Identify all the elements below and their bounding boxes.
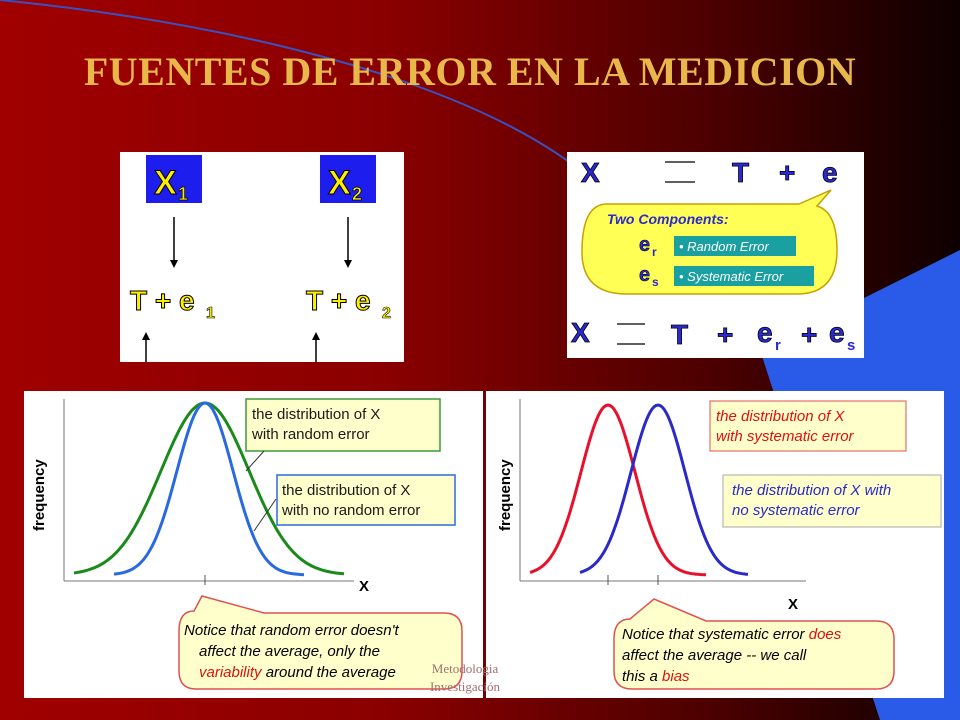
arrow-down-1-head — [170, 260, 178, 268]
x1-var: X — [154, 164, 177, 202]
label-random-error-line2: with random error — [252, 426, 370, 443]
eq2-es-sub: s — [847, 337, 856, 354]
x-axis-label: X — [359, 578, 370, 595]
eq2-plus2: + — [801, 319, 818, 350]
x-axis-label: X — [788, 596, 799, 613]
slide-footer — [385, 660, 545, 696]
footer-line1: Metodologia — [431, 661, 499, 676]
label-systematic-error-line2: with systematic error — [716, 428, 854, 445]
es-letter: e — [639, 264, 651, 286]
eq1-plus: + — [779, 157, 796, 188]
note-systematic-line3-text: this a — [622, 668, 663, 685]
eq2-x: X — [571, 317, 590, 348]
label-no-systematic-error-line2: no systematic error — [732, 502, 860, 519]
note-random-line1: Notice that random error doesn't — [184, 622, 399, 639]
label-no-random-error-line1: the distribution of X — [282, 482, 411, 499]
left-formula: T + e — [130, 285, 195, 316]
pointer-random — [246, 451, 264, 471]
note-systematic-bias: bias — [662, 668, 690, 685]
eq2-t: T — [671, 319, 689, 350]
es-sub: s — [652, 275, 659, 289]
systematic-error-label: • Systematic Error — [679, 269, 784, 284]
label-random-error-line1: the distribution of X — [252, 406, 381, 423]
note-random-variability: variability — [199, 664, 262, 681]
x2-var: X — [328, 164, 351, 202]
eq1-e: e — [822, 157, 838, 188]
note-systematic-line2: affect the average -- we call — [622, 647, 807, 664]
note-systematic-line3 — [622, 668, 690, 685]
label-systematic-error-line1: the distribution of X — [716, 408, 845, 425]
eq2-es: e — [829, 317, 845, 348]
right-formula: T + e — [306, 285, 371, 316]
bubble-title: Two Components: — [607, 211, 729, 227]
er-sub: r — [652, 245, 657, 259]
arrow-up-1-head — [142, 332, 150, 340]
panel-components — [567, 152, 864, 358]
note-systematic-line1 — [622, 626, 842, 643]
eq2-er: e — [757, 317, 773, 348]
label-no-random-error-line2: with no random error — [282, 502, 421, 519]
note-random-line3 — [199, 664, 396, 681]
arrow-down-2-head — [344, 260, 352, 268]
x1-sub: 1 — [178, 184, 189, 204]
panel-systematic-error — [486, 391, 944, 698]
slide-title: FUENTES DE ERROR EN LA MEDICION — [83, 49, 857, 94]
label-no-systematic-error-line1: the distribution of X with — [732, 482, 892, 499]
eq1-t: T — [732, 157, 750, 188]
panel-random-error — [24, 391, 483, 698]
right-formula-sub: 2 — [382, 305, 391, 322]
er-letter: e — [639, 234, 651, 256]
panel-x1-x2 — [120, 152, 404, 362]
left-formula-sub: 1 — [206, 305, 215, 322]
y-axis-label: frequency — [31, 459, 48, 531]
note-random-rest: around the average — [261, 664, 396, 681]
y-axis-label: frequency — [497, 459, 514, 531]
arrow-up-2-head — [312, 332, 320, 340]
note-systematic-does: does — [808, 626, 842, 643]
note-systematic-line1-text: Notice that systematic error — [622, 626, 809, 643]
eq1-x: X — [581, 157, 600, 188]
random-error-label: • Random Error — [679, 239, 769, 254]
note-random-line2: affect the average, only the — [199, 643, 380, 660]
x2-sub: 2 — [352, 184, 363, 204]
footer-line2: Investigación — [429, 679, 501, 694]
eq2-er-sub: r — [775, 337, 781, 354]
curve-with-systematic-error — [530, 405, 706, 575]
eq2-plus1: + — [717, 319, 734, 350]
